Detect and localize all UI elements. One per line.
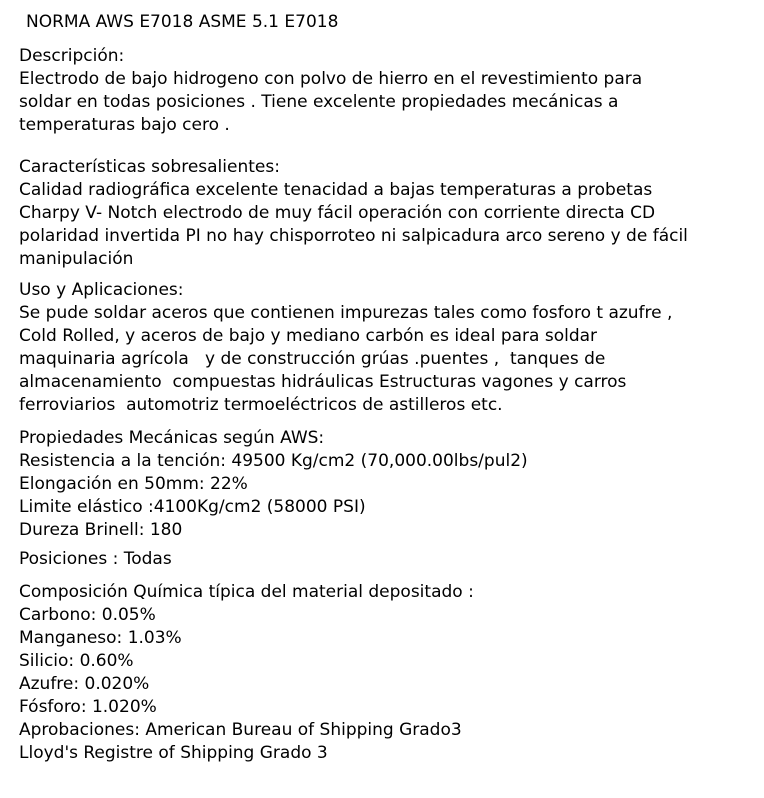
caracteristicas-line: manipulación (19, 249, 134, 269)
caracteristicas-line: Calidad radiográfica excelente tenacidad a bajas temperaturas a probetas (19, 180, 653, 200)
composicion-heading: Composición Química típica del material depositado : (19, 582, 474, 602)
uso-line: ferroviarios automotriz termoeléctricos de astilleros etc. (19, 395, 503, 415)
descripcion-heading: Descripción: (19, 46, 125, 66)
uso-line: Se pude soldar aceros que contienen impurezas tales como fosforo t azufre , (19, 303, 673, 323)
composicion-line: Azufre: 0.020% (19, 674, 150, 694)
uso-heading: Uso y Aplicaciones: (19, 280, 184, 300)
descripcion-line: temperaturas bajo cero . (19, 115, 230, 135)
propiedades-line: Limite elástico :4100Kg/cm2 (58000 PSI) (19, 497, 366, 517)
composicion-line: Fósforo: 1.020% (19, 697, 157, 717)
uso-line: Cold Rolled, y aceros de bajo y mediano carbón es ideal para soldar (19, 326, 598, 346)
uso-line: almacenamiento compuestas hidráulicas Estructuras vagones y carros (19, 372, 627, 392)
propiedades-line: Dureza Brinell: 180 (19, 520, 183, 540)
document-title: NORMA AWS E7018 ASME 5.1 E7018 (26, 12, 339, 32)
descripcion-line: soldar en todas posiciones . Tiene excelente propiedades mecánicas a (19, 92, 619, 112)
propiedades-heading: Propiedades Mecánicas según AWS: (19, 428, 325, 448)
propiedades-line: Elongación en 50mm: 22% (19, 474, 248, 494)
aprobaciones-line: Lloyd's Registre of Shipping Grado 3 (19, 743, 328, 763)
composicion-line: Carbono: 0.05% (19, 605, 156, 625)
aprobaciones-line: Aprobaciones: American Bureau of Shipping Grado3 (19, 720, 462, 740)
composicion-line: Manganeso: 1.03% (19, 628, 182, 648)
propiedades-line: Resistencia a la tención: 49500 Kg/cm2 (70,000.00lbs/pul2) (19, 451, 528, 471)
caracteristicas-heading: Características sobresalientes: (19, 157, 280, 177)
descripcion-line: Electrodo de bajo hidrogeno con polvo de hierro en el revestimiento para (19, 69, 643, 89)
posiciones-line: Posiciones : Todas (19, 549, 172, 569)
composicion-line: Silicio: 0.60% (19, 651, 134, 671)
caracteristicas-line: Charpy V- Notch electrodo de muy fácil operación con corriente directa CD (19, 203, 656, 223)
caracteristicas-line: polaridad invertida PI no hay chisporroteo ni salpicadura arco sereno y de fácil (19, 226, 688, 246)
uso-line: maquinaria agrícola y de construcción grúas .puentes , tanques de (19, 349, 606, 369)
